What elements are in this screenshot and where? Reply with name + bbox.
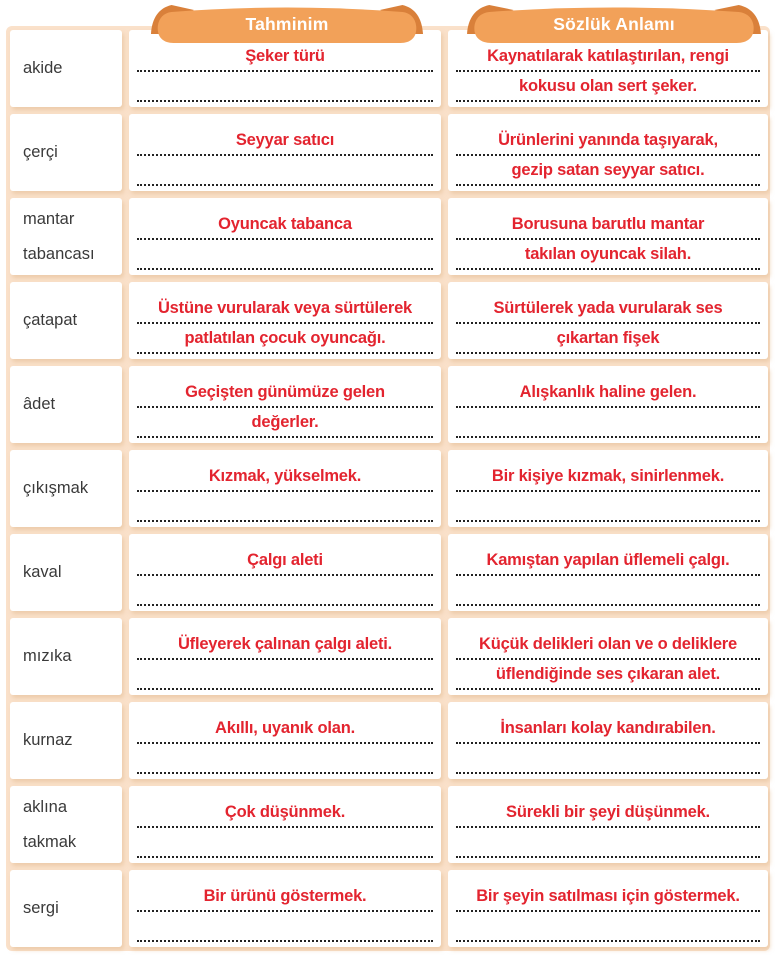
answer-line-2 [134,827,436,857]
word-label: çıkışmak [23,479,89,498]
word-label: kaval [23,563,62,582]
dotted-writing-line [137,688,433,690]
tahminim-answer-cell [129,786,441,863]
answer-line-2 [453,491,763,521]
sozluk-answer-cell [448,534,768,611]
sozluk-answer-cell [448,870,768,947]
tahminim-answer-cell [129,282,441,359]
answer-line-2 [134,911,436,941]
dotted-writing-line [456,238,760,240]
answer-line-1: Bir ürünü göstermek. [203,887,367,905]
sozluk-answer-cell [448,702,768,779]
answer-line-1: Sürtülerek yada vurularak ses [493,299,723,317]
answer-line-1: Kızmak, yükselmek. [208,467,362,485]
dotted-writing-line [456,772,760,774]
dotted-writing-line [137,772,433,774]
answer-line-2: patlatılan çocuk oyuncağı. [184,329,386,347]
word-label: çerçi [23,143,58,162]
word-cell [10,534,122,611]
dotted-writing-line [137,70,433,72]
answer-line-1: Üfleyerek çalınan çalgı aleti. [177,635,393,653]
dotted-writing-line [456,604,760,606]
answer-line-2 [134,71,436,101]
word-label: sergi [23,899,59,918]
answer-line-2 [134,491,436,521]
answer-line-1: Küçük delikleri olan ve o deliklere [478,635,738,653]
dotted-writing-line [456,268,760,270]
word-label: akide [23,59,63,78]
answer-line-1: Alışkanlık haline gelen. [519,383,697,401]
dotted-writing-line [137,352,433,354]
answer-line-2 [453,827,763,857]
dotted-writing-line [456,184,760,186]
sozluk-answer-cell [448,198,768,275]
dotted-writing-line [137,520,433,522]
dotted-writing-line [137,856,433,858]
word-cell [10,702,122,779]
word-cell [10,618,122,695]
dotted-writing-line [456,100,760,102]
word-cell [10,786,122,863]
word-label: aklına takmak [23,797,77,851]
answer-line-1: Üstüne vurularak veya sürtülerek [157,299,413,317]
answer-line-2 [453,743,763,773]
word-label: kurnaz [23,731,73,750]
dotted-writing-line [456,520,760,522]
dotted-writing-line [456,154,760,156]
word-cell [10,366,122,443]
answer-line-1: Bir kişiye kızmak, sinirlenmek. [491,467,725,485]
dotted-writing-line [456,352,760,354]
dotted-writing-line [137,490,433,492]
dotted-writing-line [137,184,433,186]
answer-line-1: Bir şeyin satılması için göstermek. [476,887,740,905]
tahminim-answer-cell [129,450,441,527]
sozluk-answer-cell [448,366,768,443]
dotted-writing-line [137,406,433,408]
answer-line-1: Kaynatılarak katılaştırılan, rengi [487,47,729,65]
answer-line-1: Ürünlerini yanında taşıyarak, [498,131,718,149]
answer-line-1: Geçişten günümüze gelen [185,383,385,401]
tahminim-answer-cell [129,114,441,191]
word-label: çatapat [23,311,78,330]
tahminim-answer-cell [129,366,441,443]
word-cell [10,198,122,275]
answer-line-2 [453,575,763,605]
dotted-writing-line [137,910,433,912]
sozluk-answer-cell [448,450,768,527]
answer-line-2 [134,659,436,689]
word-cell [10,30,122,107]
dotted-writing-line [456,856,760,858]
answer-line-1: Oyuncak tabanca [218,215,352,233]
answer-line-1: Şeker türü [245,47,325,65]
answer-line-1: Seyyar satıcı [235,131,335,149]
sozluk-answer-cell [448,618,768,695]
answer-line-2: takılan oyuncak silah. [524,245,692,263]
vocabulary-table [6,26,770,951]
word-cell [10,450,122,527]
sozluk-answer-cell [448,786,768,863]
sozluk-answer-cell [448,114,768,191]
dotted-writing-line [137,436,433,438]
dotted-writing-line [456,70,760,72]
dotted-writing-line [137,658,433,660]
dotted-writing-line [137,604,433,606]
answer-line-2 [134,575,436,605]
answer-line-2: üflendiğinde ses çıkaran alet. [495,665,721,683]
dotted-writing-line [456,742,760,744]
dotted-writing-line [456,322,760,324]
answer-line-1: İnsanları kolay kandırabilen. [500,719,716,737]
word-label: mantar tabancası [23,209,95,263]
tahminim-answer-cell [129,702,441,779]
answer-line-2 [453,911,763,941]
dotted-writing-line [137,154,433,156]
dotted-writing-line [137,940,433,942]
dotted-writing-line [456,406,760,408]
word-cell [10,282,122,359]
answer-line-1: Kamıştan yapılan üflemeli çalgı. [486,551,730,569]
dotted-writing-line [137,238,433,240]
dotted-writing-line [456,940,760,942]
dotted-writing-line [137,268,433,270]
answer-line-2: değerler. [251,413,319,431]
dotted-writing-line [456,826,760,828]
answer-line-1: Çalgı aleti [247,551,323,569]
tahminim-answer-cell [129,870,441,947]
answer-line-2 [134,239,436,269]
sozluk-answer-cell [448,282,768,359]
word-cell [10,114,122,191]
word-cell [10,870,122,947]
dotted-writing-line [456,688,760,690]
answer-line-2 [453,407,763,437]
dotted-writing-line [456,910,760,912]
sozluk-anlami-header-label: Sözlük Anlamı [553,14,675,34]
tahminim-answer-cell [129,534,441,611]
dotted-writing-line [137,574,433,576]
word-label: âdet [23,395,56,414]
tahminim-answer-cell [129,618,441,695]
dotted-writing-line [456,658,760,660]
answer-line-1: Akıllı, uyanık olan. [215,719,355,737]
dotted-writing-line [137,742,433,744]
dotted-writing-line [137,100,433,102]
word-label: mızıka [23,647,72,666]
answer-line-2 [134,155,436,185]
dotted-writing-line [456,490,760,492]
answer-line-1: Sürekli bir şeyi düşünmek. [506,803,710,821]
answer-line-2: kokusu olan sert şeker. [519,77,697,95]
dotted-writing-line [137,826,433,828]
answer-line-2 [134,743,436,773]
tahminim-answer-cell [129,198,441,275]
dotted-writing-line [456,574,760,576]
answer-line-2: gezip satan seyyar satıcı. [511,161,705,179]
answer-line-1: Çok düşünmek. [224,803,346,821]
tahminim-header-label: Tahminim [245,14,329,34]
dotted-writing-line [137,322,433,324]
tahminim-header-ribbon [150,3,424,44]
answer-line-2: çıkartan fişek [556,329,660,347]
answer-line-1: Borusuna barutlu mantar [511,215,705,233]
dotted-writing-line [456,436,760,438]
sozluk-anlami-header-ribbon [466,3,762,44]
